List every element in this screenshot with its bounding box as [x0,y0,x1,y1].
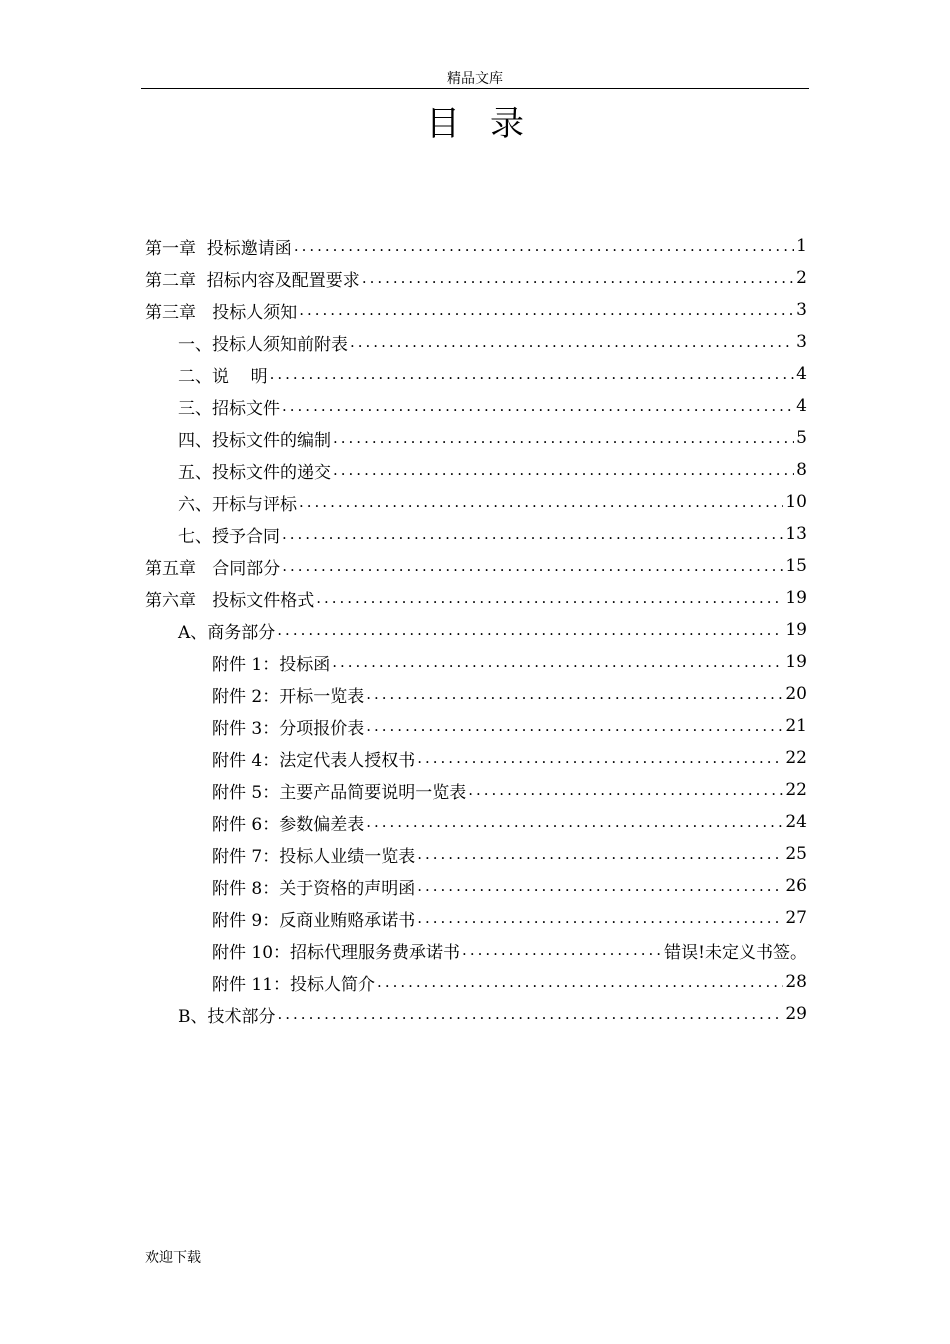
toc-entry[interactable] [145,390,807,422]
toc-dot-leader [299,493,783,511]
toc-dot-leader [277,621,783,639]
toc-dot-leader [333,461,794,479]
toc-entry-page-number: 3 [796,300,807,320]
toc-dot-leader [282,397,794,415]
toc-dot-leader [417,909,783,927]
toc-entry[interactable] [145,806,807,838]
table-of-contents [145,230,807,1030]
toc-entry[interactable] [145,838,807,870]
toc-entry-page-number: 27 [785,908,807,928]
toc-entry-page-number: 21 [785,716,807,736]
toc-entry-page-number: 5 [796,428,807,448]
toc-dot-leader [333,429,794,447]
header-divider [141,88,809,89]
toc-entry[interactable] [145,454,807,486]
toc-entry-label: 附件 9：反商业贿赂承诺书 [212,910,416,931]
toc-entry-label: 六、开标与评标 [178,494,297,515]
page-footer: 欢迎下载 [145,1250,201,1266]
toc-entry-page-number: 2 [796,268,807,288]
toc-entry-label: 第一章 投标邀请函 [145,238,292,259]
toc-entry-label: 附件 11：投标人简介 [212,974,376,995]
toc-entry-page-number: 19 [785,652,807,672]
toc-entry-label: 四、投标文件的编制 [178,430,331,451]
toc-dot-leader [362,269,794,287]
toc-dot-leader [350,333,794,351]
toc-entry[interactable] [145,646,807,678]
toc-entry-page-number: 4 [796,396,807,416]
toc-entry[interactable] [145,742,807,774]
toc-dot-leader [294,237,794,255]
toc-entry-page-number: 4 [796,364,807,384]
toc-entry[interactable] [145,230,807,262]
toc-entry-label: 三、招标文件 [178,398,280,419]
toc-entry-label: 附件 4：法定代表人授权书 [212,750,416,771]
toc-entry[interactable] [145,518,807,550]
toc-entry[interactable] [145,710,807,742]
toc-dot-leader [462,941,662,959]
toc-dot-leader [299,301,794,319]
toc-dot-leader [417,749,783,767]
toc-entry[interactable] [145,902,807,934]
toc-entry[interactable] [145,966,807,998]
toc-entry-page-number: 22 [785,748,807,768]
page-header: 精品文库 [447,71,503,87]
toc-dot-leader [468,781,783,799]
toc-entry-page-number: 错误!未定义书签。 [664,942,807,963]
toc-dot-leader [316,589,783,607]
toc-entry[interactable] [145,614,807,646]
toc-entry[interactable] [145,550,807,582]
toc-entry-label: A、商务部分 [178,622,276,643]
toc-entry-label: 附件 2：开标一览表 [212,686,365,707]
toc-entry-label: 第五章 合同部分 [145,558,281,579]
toc-entry-label: 附件 1：投标函 [212,654,331,675]
toc-entry-page-number: 15 [785,556,807,576]
toc-dot-leader [332,653,783,671]
toc-entry-page-number: 22 [785,780,807,800]
toc-entry-label: 附件 8：关于资格的声明函 [212,878,416,899]
toc-entry-label: 附件 3：分项报价表 [212,718,365,739]
toc-entry-page-number: 24 [785,812,807,832]
toc-dot-leader [366,685,783,703]
toc-entry-page-number: 26 [785,876,807,896]
toc-entry-label: 七、授予合同 [178,526,280,547]
toc-dot-leader [366,813,783,831]
toc-entry-label: 第二章 招标内容及配置要求 [145,270,360,291]
toc-entry-label: 二、说 明 [178,366,268,387]
toc-entry-label: 附件 7：投标人业绩一览表 [212,846,416,867]
toc-entry[interactable] [145,422,807,454]
toc-dot-leader [270,365,795,383]
toc-entry-label: 五、投标文件的递交 [178,462,331,483]
toc-entry-label: 一、投标人须知前附表 [178,334,348,355]
toc-entry[interactable] [145,934,807,966]
toc-entry[interactable] [145,870,807,902]
toc-entry-page-number: 3 [796,332,807,352]
toc-entry[interactable] [145,358,807,390]
toc-entry[interactable] [145,486,807,518]
toc-entry-label: 附件 6：参数偏差表 [212,814,365,835]
toc-entry-page-number: 20 [785,684,807,704]
toc-entry-page-number: 19 [785,620,807,640]
toc-entry[interactable] [145,678,807,710]
toc-dot-leader [366,717,783,735]
toc-entry-page-number: 28 [785,972,807,992]
toc-dot-leader [377,973,783,991]
toc-entry[interactable] [145,582,807,614]
page-title: 目录 [426,104,554,144]
toc-dot-leader [282,557,783,575]
toc-entry[interactable] [145,998,807,1030]
toc-entry-page-number: 19 [785,588,807,608]
toc-entry-label: 第六章 投标文件格式 [145,590,315,611]
toc-entry[interactable] [145,294,807,326]
toc-entry-label: 附件 10：招标代理服务费承诺书 [212,942,461,963]
toc-entry-page-number: 10 [785,492,807,512]
toc-entry-page-number: 13 [785,524,807,544]
toc-entry-label: 第三章 投标人须知 [145,302,298,323]
toc-entry-page-number: 29 [785,1004,807,1024]
toc-dot-leader [417,845,783,863]
toc-entry[interactable] [145,774,807,806]
toc-entry[interactable] [145,262,807,294]
toc-dot-leader [417,877,783,895]
toc-entry-page-number: 1 [796,236,807,256]
toc-entry-page-number: 25 [785,844,807,864]
toc-dot-leader [282,525,783,543]
toc-entry[interactable] [145,326,807,358]
toc-entry-page-number: 8 [796,460,807,480]
toc-dot-leader [278,1005,784,1023]
toc-entry-label: 附件 5：主要产品简要说明一览表 [212,782,467,803]
toc-entry-label: B、技术部分 [178,1006,276,1027]
